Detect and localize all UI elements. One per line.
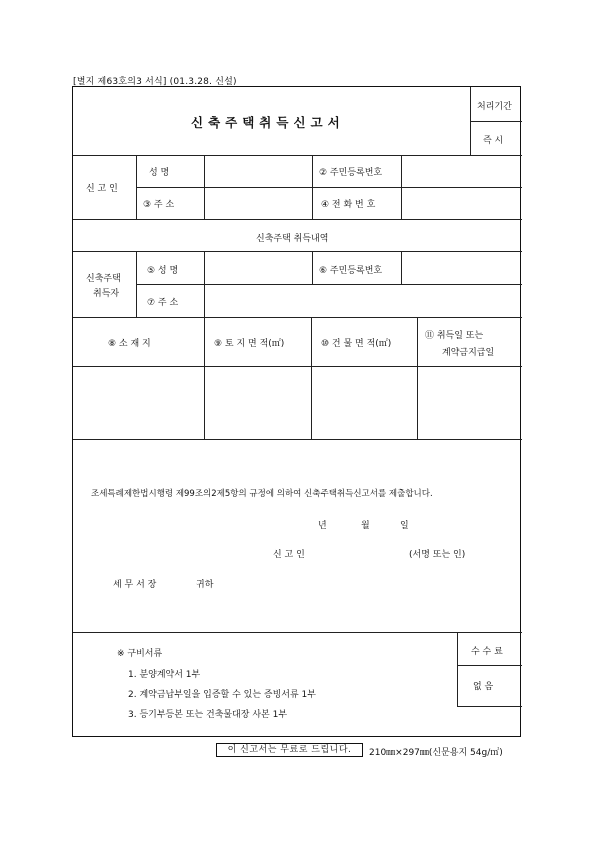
divider	[312, 251, 313, 284]
acquirer-label-line1: 신축주택	[86, 274, 121, 284]
divider	[457, 632, 458, 706]
tax-office-head: 세 무 서 장	[113, 580, 157, 590]
report-form	[72, 86, 521, 737]
acquisition-section-title: 신축주택 취득내역	[256, 234, 329, 244]
building-area-field[interactable]	[312, 367, 416, 438]
divider	[457, 665, 522, 666]
reporter-name-field[interactable]	[205, 156, 311, 186]
required-document-item: 1. 분양계약서 1부	[128, 670, 201, 680]
required-documents-title: ※ 구비서류	[117, 649, 163, 659]
acquisition-date-header-line2: 계약금지급일	[442, 348, 495, 358]
acquirer-rrn-field[interactable]	[402, 252, 521, 283]
form-title: 신축주택취득신고서	[191, 115, 345, 130]
required-document-item: 3. 등기부등본 또는 건축물대장 사본 1부	[128, 710, 288, 720]
declarant-label: 신 고 인	[273, 550, 305, 560]
date-month-field[interactable]	[331, 515, 359, 529]
signature-note: (서명 또는 인)	[409, 550, 466, 560]
fee-label: 수 수 료	[471, 647, 503, 657]
recipient-honorific: 귀하	[196, 580, 214, 590]
date-year-field[interactable]	[285, 515, 315, 529]
land-area-field[interactable]	[205, 367, 310, 438]
divider	[73, 219, 522, 220]
processing-period-value: 즉 시	[483, 136, 504, 146]
building-area-header: ⑩ 건 물 면 적(㎡)	[321, 339, 392, 349]
date-year-label: 년	[318, 521, 327, 531]
divider	[470, 121, 522, 122]
acquirer-label-line2: 취득자	[93, 289, 120, 299]
acquirer-name-field[interactable]	[205, 252, 311, 283]
acquisition-date-header-line1: ⑪ 취득일 또는	[425, 331, 484, 341]
reporter-address-field[interactable]	[205, 188, 311, 218]
acquirer-address-label: ⑦ 주 소	[147, 298, 179, 308]
free-form-notice: 이 신고서는 무료로 드립니다.	[216, 743, 363, 757]
date-day-field[interactable]	[373, 515, 398, 529]
reporter-rrn-label: ② 주민등록번호	[319, 168, 383, 178]
form-number: [별지 제63호의3 서식] (01.3.28. 신설)	[73, 77, 237, 87]
acquirer-name-label: ⑤ 성 명	[147, 266, 179, 276]
required-document-item: 2. 계약금납부일을 입증할 수 있는 증빙서류 1부	[128, 690, 316, 700]
divider	[73, 317, 522, 318]
fee-value: 없 음	[473, 682, 494, 692]
location-field[interactable]	[74, 367, 203, 438]
date-day-label: 일	[400, 521, 409, 531]
processing-period-label: 처리기간	[477, 102, 512, 112]
divider	[457, 706, 522, 707]
land-area-header: ⑨ 토 지 면 적(㎡)	[214, 339, 285, 349]
declaration-statement: 조세특례제한법시행령 제99조의2제5항의 규정에 의하여 신축주택취득신고서를 제출합니다.	[91, 489, 433, 499]
reporter-address-label: ③ 주 소	[143, 200, 175, 210]
acquisition-date-field[interactable]	[418, 367, 521, 438]
divider	[73, 632, 522, 633]
date-month-label: 월	[361, 521, 370, 531]
divider	[73, 439, 522, 440]
reporter-phone-field[interactable]	[402, 188, 521, 218]
signature-field[interactable]	[333, 543, 403, 559]
reporter-rrn-field[interactable]	[402, 156, 521, 186]
acquirer-rrn-label: ⑥ 주민등록번호	[319, 266, 383, 276]
reporter-name-label: 성 명	[149, 168, 170, 178]
acquirer-address-field[interactable]	[205, 285, 521, 316]
reporter-section-label: 신 고 인	[86, 184, 118, 194]
reporter-phone-label: ④ 전 화 번 호	[321, 200, 376, 210]
paper-spec: 210㎜×297㎜(신문용지 54g/㎡)	[369, 748, 503, 758]
location-header: ⑧ 소 재 지	[108, 339, 151, 349]
